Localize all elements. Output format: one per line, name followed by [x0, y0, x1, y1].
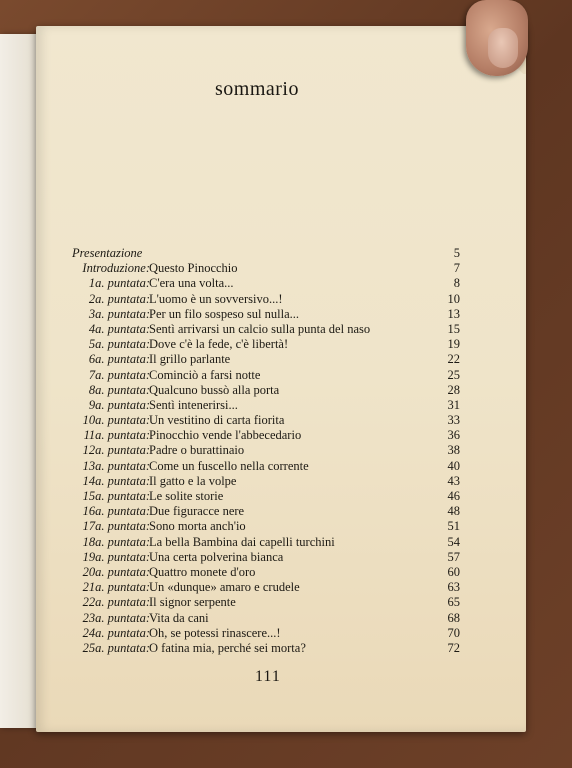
toc-entry-label: 19a. puntata:: [82, 549, 150, 564]
toc-entry: [72, 595, 460, 610]
toc-entry: [72, 641, 460, 656]
toc-entry-title: Quattro monete d'oro: [149, 564, 256, 579]
toc-entry: [72, 368, 460, 383]
toc-entry-title: Le solite storie: [149, 489, 224, 503]
toc-entry-page: 48: [447, 504, 460, 519]
toc-entry-page: 25: [447, 367, 460, 382]
toc-entry-label: 24a. puntata:: [82, 625, 150, 640]
toc-entry-page: 51: [447, 519, 460, 534]
toc-entry-title: Cominciò a farsi notte: [149, 367, 261, 382]
toc-entry: [72, 322, 460, 337]
toc-entry-label: 1a. puntata:: [88, 276, 150, 291]
toc-entry-label: 7a. puntata:: [88, 367, 150, 382]
toc-entry-page: 70: [447, 625, 460, 640]
toc-entry: [72, 413, 460, 428]
toc-entry-title: L'uomo è un sovversivo...!: [149, 291, 283, 306]
toc-entry: [72, 504, 460, 519]
toc-entry-page: 46: [447, 489, 460, 503]
toc-entry-page: 63: [447, 580, 460, 595]
toc-entry-label: 5a. puntata:: [88, 337, 150, 352]
toc-entry: [72, 428, 460, 443]
toc-entry-label: 13a. puntata:: [82, 458, 150, 473]
toc-entry: [72, 565, 460, 580]
toc-entry: [72, 474, 460, 489]
table-of-contents: [72, 246, 460, 656]
toc-entry-page: 15: [447, 321, 460, 336]
toc-entry-page: 60: [447, 564, 460, 579]
toc-entry-title: Sentì intenerirsi...: [149, 397, 238, 412]
toc-entry-title: Sono morta anch'io: [149, 519, 246, 534]
toc-entry-title: Per un filo sospeso sul nulla...: [149, 306, 299, 321]
toc-entry-label: Introduzione:: [82, 261, 150, 276]
toc-entry-title: La bella Bambina dai capelli turchini: [149, 534, 335, 549]
page-title: sommario: [215, 78, 299, 100]
toc-entry-title: Due figuracce nere: [149, 504, 245, 519]
toc-entry-label: 14a. puntata:: [82, 473, 150, 488]
toc-entry-label: 4a. puntata:: [88, 321, 150, 336]
toc-entry: [72, 292, 460, 307]
toc-entry: [72, 626, 460, 641]
fingernail: [488, 28, 518, 68]
toc-entry-title: O fatina mia, perché sei morta?: [149, 640, 306, 655]
toc-entry-label: 21a. puntata:: [82, 580, 150, 595]
toc-entry-label: 8a. puntata:: [88, 382, 150, 397]
toc-entry-label: 16a. puntata:: [82, 504, 150, 519]
toc-entry-title: Oh, se potessi rinascere...!: [149, 625, 281, 640]
toc-entry-title: Pinocchio vende l'abbecedario: [149, 428, 302, 443]
toc-entry-page: 8: [453, 276, 460, 291]
toc-entry-page: 10: [447, 291, 460, 306]
toc-entry-title: Come un fuscello nella corrente: [149, 458, 309, 473]
toc-entry-page: 43: [447, 473, 460, 488]
toc-entry-page: 36: [447, 428, 460, 443]
toc-entry: [72, 337, 460, 352]
toc-entry-label: 23a. puntata:: [82, 610, 150, 625]
toc-entry: [72, 307, 460, 322]
toc-entry-page: 68: [447, 610, 460, 625]
toc-entry-page: 19: [447, 337, 460, 352]
toc-entry-title: C'era una volta...: [149, 276, 234, 291]
toc-entry-page: 54: [447, 534, 460, 549]
toc-entry-label: 18a. puntata:: [82, 534, 150, 549]
toc-entry-title: Sentì arrivarsi un calcio sulla punta del naso: [149, 321, 371, 336]
toc-entry-page: 22: [447, 352, 460, 367]
toc-entry-page: 28: [447, 382, 460, 397]
toc-entry-label: 6a. puntata:: [88, 352, 150, 367]
toc-entry-page: 65: [447, 595, 460, 610]
toc-entry-page: 72: [447, 640, 460, 655]
toc-entry-page: 33: [447, 413, 460, 428]
toc-entry-label: 15a. puntata:: [82, 489, 150, 503]
toc-entry-title: Un vestitino di carta fiorita: [149, 413, 285, 428]
toc-entry-label: 11a. puntata:: [83, 428, 150, 443]
toc-entry-title: Il grillo parlante: [149, 352, 231, 367]
toc-entry-label: 22a. puntata:: [82, 595, 150, 610]
toc-entry-title: Un «dunque» amaro e crudele: [149, 580, 300, 595]
toc-entry-title: Qualcuno bussò alla porta: [149, 382, 280, 397]
toc-entry-title: Padre o burattinaio: [149, 443, 245, 458]
toc-entry: [72, 398, 460, 413]
toc-entry-page: 5: [453, 246, 460, 260]
toc-entry-page: 38: [447, 443, 460, 458]
toc-entry-page: 7: [453, 261, 460, 276]
page-number: 111: [255, 668, 281, 685]
toc-entry-page: 31: [447, 397, 460, 412]
toc-entry-title: Questo Pinocchio: [149, 261, 238, 276]
toc-entry-label: 2a. puntata:: [88, 291, 150, 306]
toc-entry: [72, 261, 460, 276]
toc-entry-title: Il gatto e la volpe: [149, 473, 237, 488]
toc-entry-label: 25a. puntata:: [82, 640, 150, 655]
toc-entry-title: Vita da cani: [149, 610, 209, 625]
toc-entry: [72, 550, 460, 565]
toc-entry: [72, 535, 460, 550]
toc-entry: [72, 352, 460, 367]
toc-entry: [72, 276, 460, 291]
toc-entry-label: 12a. puntata:: [82, 443, 150, 458]
toc-entry-title: Una certa polverina bianca: [149, 549, 284, 564]
toc-entry: [72, 519, 460, 534]
toc-entry-label: 3a. puntata:: [88, 306, 150, 321]
toc-entry-title: Dove c'è la fede, c'è libertà!: [149, 337, 289, 352]
toc-entry-label: 20a. puntata:: [82, 564, 150, 579]
toc-entry-page: 40: [447, 458, 460, 473]
toc-entry-page: 13: [447, 306, 460, 321]
toc-entry: [72, 489, 460, 504]
toc-entry-page: 57: [447, 549, 460, 564]
toc-entry: [72, 459, 460, 474]
toc-entry-label: 17a. puntata:: [82, 519, 150, 534]
toc-entry: [72, 443, 460, 458]
toc-entry-label: Presentazione: [72, 246, 143, 260]
toc-entry-label: 10a. puntata:: [82, 413, 150, 428]
toc-entry: [72, 383, 460, 398]
toc-entry: [72, 611, 460, 626]
toc-entry-title: Il signor serpente: [149, 595, 236, 610]
toc-entry: [72, 580, 460, 595]
toc-entry: [72, 246, 460, 261]
toc-entry-label: 9a. puntata:: [88, 397, 150, 412]
